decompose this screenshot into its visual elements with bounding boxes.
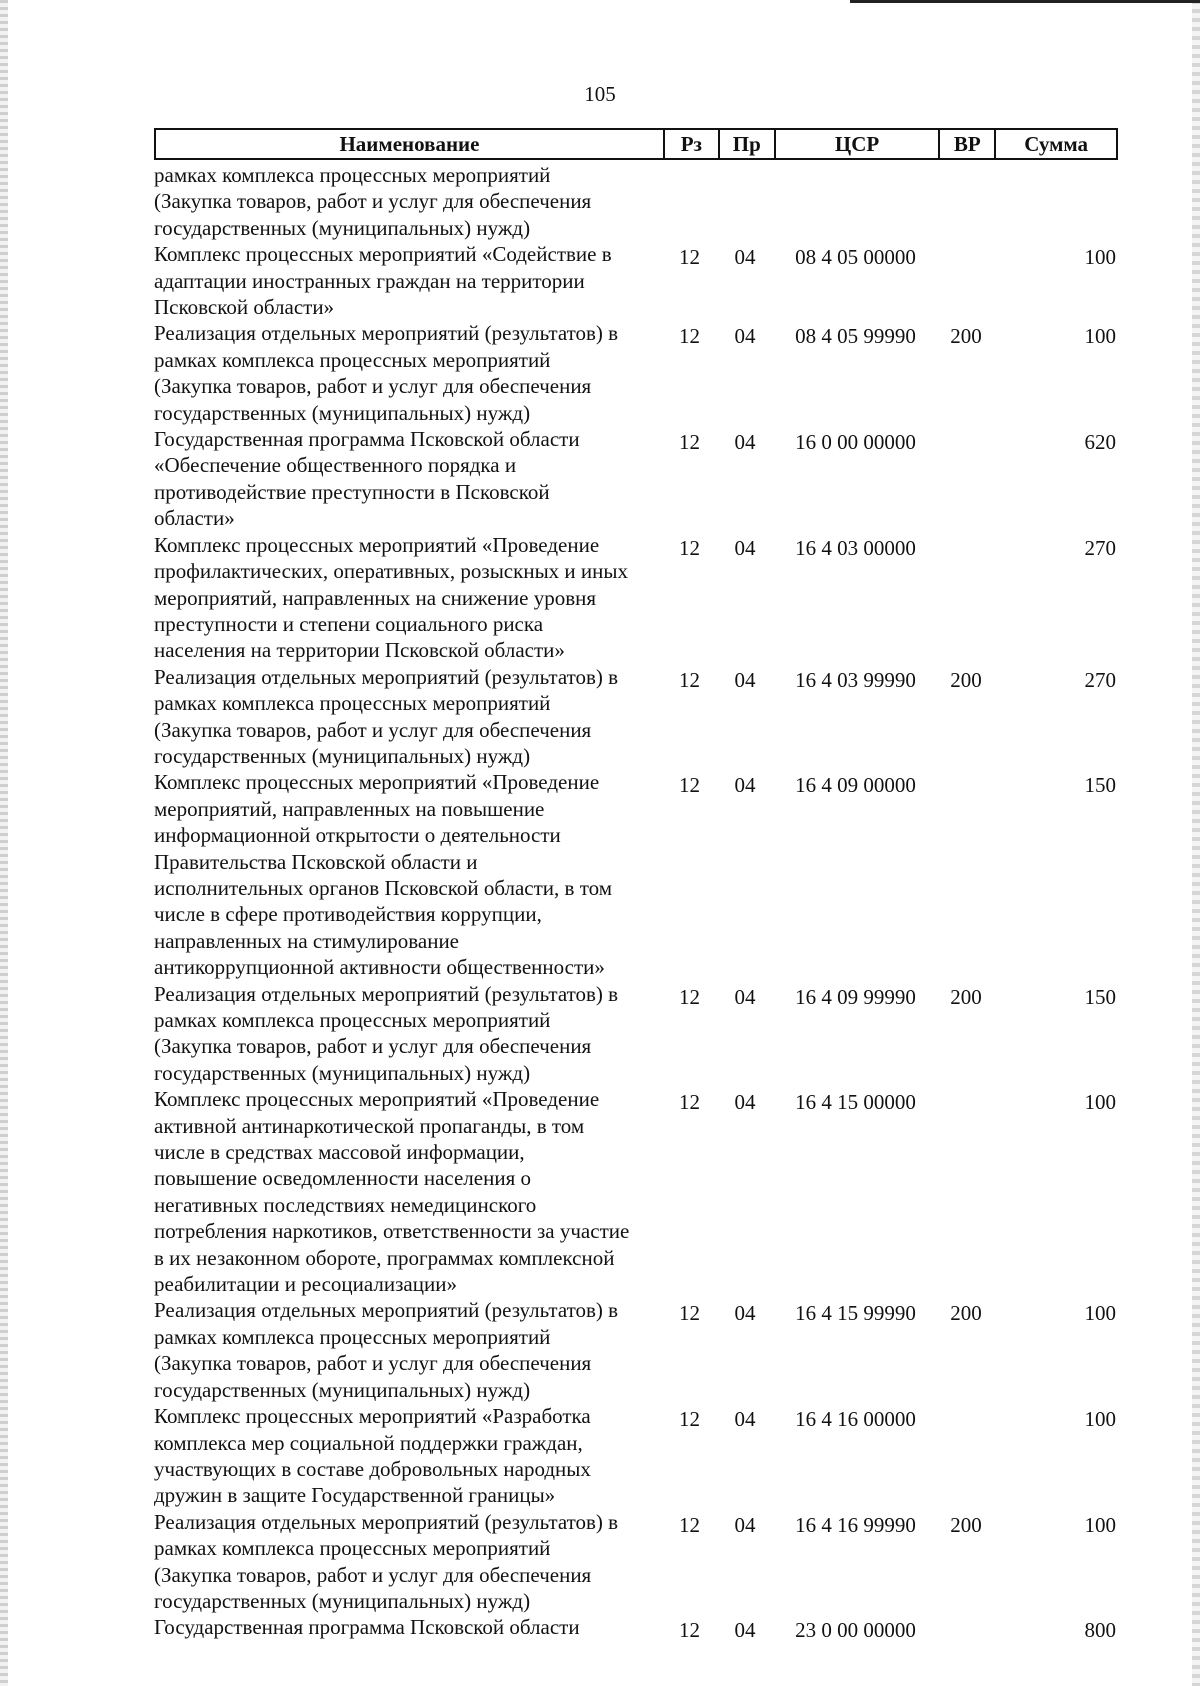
row-sum-value: 150 (1084, 984, 1116, 1009)
row-csr (773, 1509, 938, 1615)
row-rz (662, 532, 717, 664)
row-pr-value: 04 (734, 245, 756, 270)
header-sum: Сумма (994, 130, 1116, 158)
row-rz (662, 1297, 717, 1403)
row-pr (717, 1297, 773, 1403)
row-sum-value: 100 (1084, 1090, 1116, 1115)
header-name: Наименование (339, 131, 480, 156)
row-sum-value: 620 (1084, 430, 1116, 455)
row-rz (662, 769, 717, 980)
row-vr (938, 664, 994, 770)
row-name: рамках комплекса процессных мероприятий (Закупка товаров, работ и услуг для обеспечения государственных (муниципальных) нужд) (154, 163, 592, 240)
row-vr-value: 200 (950, 1512, 982, 1537)
scan-edge-top (850, 0, 1200, 3)
row-vr (938, 1297, 994, 1403)
table-header (154, 128, 1118, 160)
row-name: Комплекс процессных мероприятий «Проведение мероприятий, направленных на повышение информационной открытости о деятельности Правительства Псковской области и исполнительных органов Псковской области, в том числе в сфере противодействия коррупции, направленных на стимулирование антикоррупционной активности общественности» (154, 770, 612, 980)
row-pr-value: 04 (734, 773, 756, 798)
row-pr-value: 04 (734, 324, 756, 349)
row-sum (994, 1297, 1118, 1403)
row-sum-value: 150 (1084, 773, 1116, 798)
row-csr (773, 426, 938, 532)
row-csr (773, 241, 938, 320)
row-pr (717, 1086, 773, 1297)
row-sum (994, 241, 1118, 320)
row-pr-value: 04 (734, 1090, 756, 1115)
row-sum (994, 532, 1118, 664)
header-pr: Пр (718, 130, 774, 158)
row-vr-value: 200 (950, 324, 982, 349)
table-row (154, 426, 1118, 532)
row-rz-value: 12 (679, 1407, 700, 1432)
row-pr (717, 1509, 773, 1615)
row-csr (773, 1403, 938, 1509)
row-sum (994, 664, 1118, 770)
row-vr (938, 160, 994, 241)
row-csr (773, 664, 938, 770)
row-sum (994, 160, 1118, 241)
row-csr (773, 320, 938, 426)
row-name: Государственная программа Псковской области (154, 1615, 580, 1640)
row-pr-value: 04 (734, 1618, 756, 1643)
row-sum (994, 1614, 1118, 1643)
table-row (154, 532, 1118, 664)
row-rz (662, 1086, 717, 1297)
row-vr (938, 1509, 994, 1615)
row-vr (938, 1614, 994, 1643)
row-csr (773, 1297, 938, 1403)
row-vr (938, 426, 994, 532)
row-vr (938, 241, 994, 320)
row-csr (773, 981, 938, 1087)
row-csr-value: 16 4 03 00000 (795, 535, 916, 560)
row-rz (662, 981, 717, 1087)
header-vr: ВР (938, 130, 994, 158)
table-row (154, 981, 1118, 1087)
row-sum (994, 981, 1118, 1087)
row-sum (994, 320, 1118, 426)
row-vr (938, 320, 994, 426)
row-sum-value: 100 (1084, 324, 1116, 349)
row-pr (717, 981, 773, 1087)
header-rz: Рз (663, 130, 718, 158)
table-row (154, 160, 1118, 241)
row-pr (717, 241, 773, 320)
row-name: Реализация отдельных мероприятий (результатов) в рамках комплекса процессных мероприятий (Закупка товаров, работ и услуг для обеспечения государственных (муниципальных) нужд) (154, 1509, 619, 1613)
table-body (154, 160, 1118, 1644)
row-rz-value: 12 (679, 773, 700, 798)
row-csr-value: 08 4 05 99990 (795, 324, 916, 349)
row-rz-value: 12 (679, 1090, 700, 1115)
row-sum-value: 100 (1084, 1512, 1116, 1537)
row-rz-value: 12 (679, 535, 700, 560)
row-rz (662, 160, 717, 241)
row-csr-value: 23 0 00 00000 (795, 1618, 916, 1643)
row-csr-value: 16 4 15 99990 (795, 1301, 916, 1326)
row-pr-value: 04 (734, 1407, 756, 1432)
row-pr-value: 04 (734, 1301, 756, 1326)
row-sum-value: 270 (1084, 667, 1116, 692)
scan-edge-right (1192, 0, 1200, 1686)
row-vr (938, 1086, 994, 1297)
row-csr-value: 16 4 16 00000 (795, 1407, 916, 1432)
table-row (154, 1297, 1118, 1403)
row-vr (938, 769, 994, 980)
row-vr (938, 532, 994, 664)
table-row (154, 1403, 1118, 1509)
row-sum (994, 1509, 1118, 1615)
row-sum-value: 800 (1084, 1618, 1116, 1643)
row-rz (662, 426, 717, 532)
row-name: Комплекс процессных мероприятий «Содействие в адаптации иностранных граждан на территории Псковской области» (154, 242, 612, 320)
row-pr (717, 1614, 773, 1643)
row-rz (662, 320, 717, 426)
row-csr-value: 16 4 16 99990 (795, 1512, 916, 1537)
row-sum-value: 100 (1084, 1407, 1116, 1432)
row-pr (717, 320, 773, 426)
row-pr (717, 426, 773, 532)
page-number: 105 (584, 82, 616, 106)
row-pr (717, 160, 773, 241)
row-pr (717, 1403, 773, 1509)
row-rz-value: 12 (679, 984, 700, 1009)
row-rz-value: 12 (679, 1618, 700, 1643)
row-sum-value: 100 (1084, 1301, 1116, 1326)
header-csr: ЦСР (774, 130, 939, 158)
row-sum (994, 1086, 1118, 1297)
row-csr (773, 160, 938, 241)
row-csr-value: 16 4 09 99990 (795, 984, 916, 1009)
row-csr (773, 769, 938, 980)
table-row (154, 769, 1118, 980)
row-sum-value: 100 (1084, 245, 1116, 270)
row-rz-value: 12 (679, 1301, 700, 1326)
budget-table (154, 128, 1118, 1644)
row-csr-value: 16 0 00 00000 (795, 430, 916, 455)
table-row (154, 241, 1118, 320)
row-csr-value: 08 4 05 00000 (795, 245, 916, 270)
row-name: Реализация отдельных мероприятий (результатов) в рамках комплекса процессных мероприятий (Закупка товаров, работ и услуг для обеспечения государственных (муниципальных) нужд) (154, 1298, 619, 1402)
row-rz (662, 1403, 717, 1509)
row-vr-value: 200 (950, 667, 982, 692)
table-row (154, 1614, 1118, 1643)
table-row (154, 1509, 1118, 1615)
row-name: Реализация отдельных мероприятий (результатов) в рамках комплекса процессных мероприятий (Закупка товаров, работ и услуг для обеспечения государственных (муниципальных) нужд) (154, 981, 619, 1085)
table-row (154, 1086, 1118, 1297)
row-rz (662, 664, 717, 770)
row-pr-value: 04 (734, 984, 756, 1009)
row-rz-value: 12 (679, 245, 700, 270)
row-name: Реализация отдельных мероприятий (результатов) в рамках комплекса процессных мероприятий (Закупка товаров, работ и услуг для обеспечения государственных (муниципальных) нужд) (154, 321, 619, 425)
row-pr-value: 04 (734, 667, 756, 692)
row-csr (773, 1614, 938, 1643)
row-rz (662, 1509, 717, 1615)
row-vr (938, 981, 994, 1087)
row-pr (717, 769, 773, 980)
row-csr (773, 532, 938, 664)
row-sum (994, 769, 1118, 980)
row-sum (994, 1403, 1118, 1509)
row-pr-value: 04 (734, 430, 756, 455)
row-pr-value: 04 (734, 1512, 756, 1537)
row-name: Комплекс процессных мероприятий «Проведение активной антинаркотической пропаганды, в том числе в средствах массовой информации, повышение осведомленности населения о негативных последствиях немедицинского потребления наркотиков, ответственности за участие в их незаконном обороте, программах комплексной реабилитации и ресоциализации» (154, 1087, 630, 1297)
row-rz (662, 1614, 717, 1643)
row-vr-value: 200 (950, 984, 982, 1009)
scan-edge-left (0, 0, 8, 1686)
table-row (154, 320, 1118, 426)
row-pr (717, 532, 773, 664)
row-vr (938, 1403, 994, 1509)
row-rz (662, 241, 717, 320)
row-name: Комплекс процессных мероприятий «Разработка комплекса мер социальной поддержки граждан, участвующих в составе добровольных народных дружин в защите Государственной границы» (154, 1404, 591, 1508)
row-name: Реализация отдельных мероприятий (результатов) в рамках комплекса процессных мероприятий (Закупка товаров, работ и услуг для обеспечения государственных (муниципальных) нужд) (154, 664, 619, 768)
row-rz-value: 12 (679, 324, 700, 349)
row-csr-value: 16 4 09 00000 (795, 773, 916, 798)
row-pr-value: 04 (734, 535, 756, 560)
row-pr (717, 664, 773, 770)
row-name: Комплекс процессных мероприятий «Проведение профилактических, оперативных, розыскных и иных мероприятий, направленных на снижение уровня преступности и степени социального риска населения на территории Псковской области» (154, 532, 629, 663)
row-csr-value: 16 4 15 00000 (795, 1090, 916, 1115)
row-csr (773, 1086, 938, 1297)
row-sum (994, 426, 1118, 532)
row-rz-value: 12 (679, 667, 700, 692)
row-rz-value: 12 (679, 1512, 700, 1537)
row-name: Государственная программа Псковской области «Обеспечение общественного порядка и противодействие преступности в Псковской области» (154, 427, 580, 531)
row-vr-value: 200 (950, 1301, 982, 1326)
table-row (154, 664, 1118, 770)
row-rz-value: 12 (679, 430, 700, 455)
row-sum-value: 270 (1084, 535, 1116, 560)
row-csr-value: 16 4 03 99990 (795, 667, 916, 692)
